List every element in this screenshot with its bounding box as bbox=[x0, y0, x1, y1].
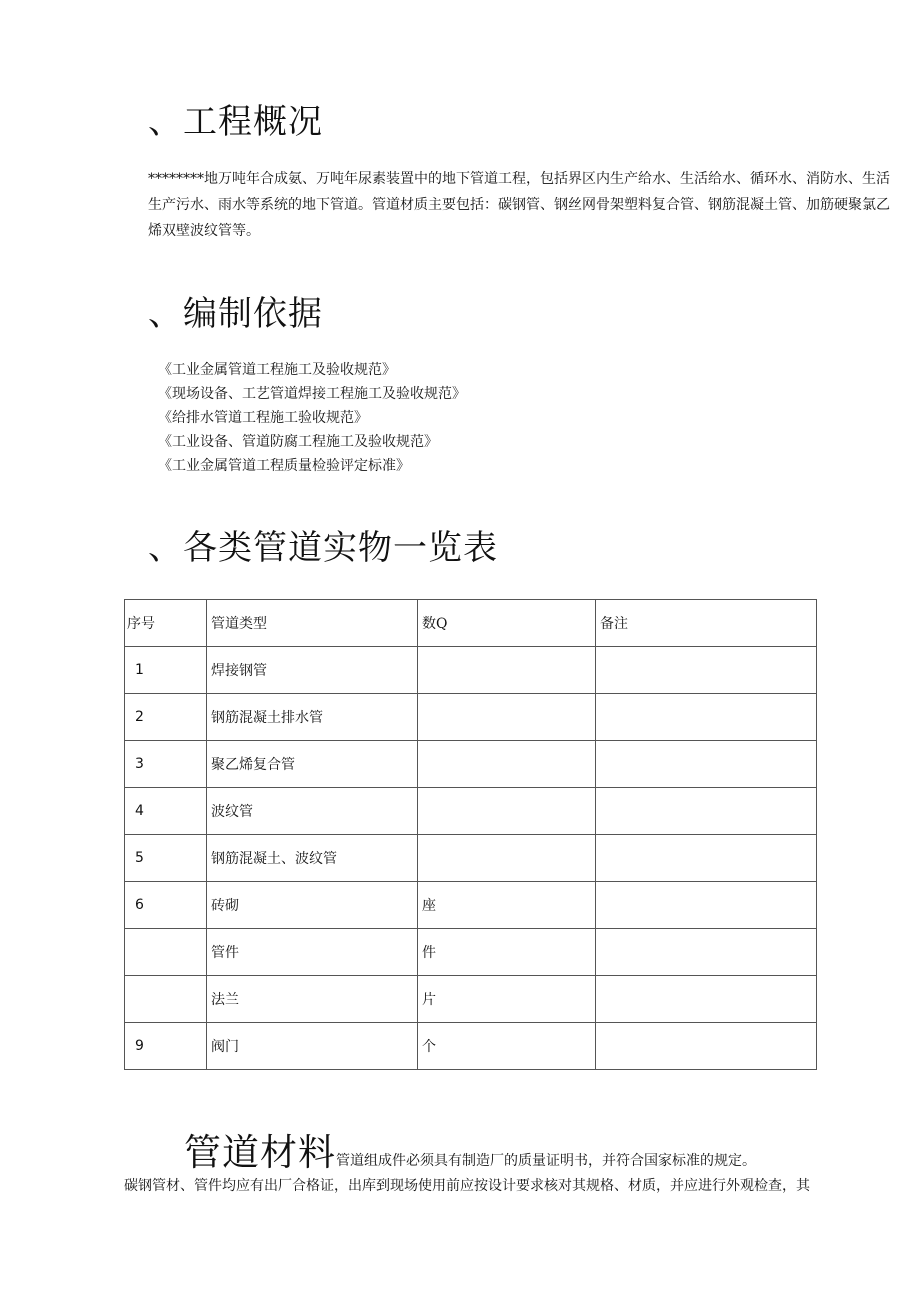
row-remark bbox=[596, 835, 817, 882]
row-index: 5 bbox=[125, 835, 207, 882]
row-type: 钢筋混凝土排水管 bbox=[207, 694, 418, 741]
table-row bbox=[125, 929, 817, 976]
row-quantity: 片 bbox=[418, 976, 596, 1023]
row-type: 砖砌 bbox=[207, 882, 418, 929]
row-index bbox=[125, 929, 207, 976]
row-remark bbox=[596, 929, 817, 976]
row-remark bbox=[596, 1023, 817, 1070]
reference-item: 《工业设备、管道防腐工程施工及验收规范》 bbox=[158, 434, 438, 450]
table-header-row bbox=[125, 600, 817, 647]
row-type: 阀门 bbox=[207, 1023, 418, 1070]
col-header-type: 管道类型 bbox=[207, 600, 418, 647]
row-remark bbox=[596, 788, 817, 835]
materials-heading: 管道材料 bbox=[184, 1131, 336, 1174]
row-index: 2 bbox=[125, 694, 207, 741]
row-quantity bbox=[418, 835, 596, 882]
materials-paragraph: 碳钢管材、管件均应有出厂合格证，出库到现场使用前应按设计要求核对其规格、材质，并应进行外观检查，其 bbox=[124, 1178, 810, 1194]
row-index: 4 bbox=[125, 788, 207, 835]
row-remark bbox=[596, 882, 817, 929]
row-remark bbox=[596, 976, 817, 1023]
row-index: 9 bbox=[125, 1023, 207, 1070]
row-remark bbox=[596, 694, 817, 741]
reference-list bbox=[158, 358, 466, 478]
row-quantity: 座 bbox=[418, 882, 596, 929]
table-row bbox=[125, 835, 817, 882]
table-row bbox=[125, 694, 817, 741]
row-type: 钢筋混凝土、波纹管 bbox=[207, 835, 418, 882]
pipe-inventory-table bbox=[124, 599, 817, 1070]
row-index bbox=[125, 976, 207, 1023]
reference-item: 《工业金属管道工程施工及验收规范》 bbox=[158, 362, 396, 378]
materials-line bbox=[184, 1122, 756, 1176]
table-row bbox=[125, 741, 817, 788]
basis-heading: 、编制依据 bbox=[148, 294, 323, 334]
col-header-quantity: 数Q bbox=[418, 600, 596, 647]
row-quantity: 件 bbox=[418, 929, 596, 976]
row-type: 管件 bbox=[207, 929, 418, 976]
row-remark bbox=[596, 741, 817, 788]
overview-paragraph: ********地万吨年合成氨、万吨年尿素装置中的地下管道工程，包括界区内生产给水、生活给水、循环水、消防水、生活生产污水、雨水等系统的地下管道。管道材质主要包括：碳钢管、钢丝网骨架塑料复合管、钢筋混凝土管、加筋硬聚氯乙烯双壁波纹管等。 bbox=[148, 171, 890, 239]
inventory-heading: 、各类管道实物一览表 bbox=[148, 528, 498, 568]
overview-heading: 、工程概况 bbox=[148, 102, 323, 142]
table-row bbox=[125, 882, 817, 929]
row-quantity bbox=[418, 694, 596, 741]
row-type: 焊接钢管 bbox=[207, 647, 418, 694]
row-remark bbox=[596, 647, 817, 694]
reference-item: 《现场设备、工艺管道焊接工程施工及验收规范》 bbox=[158, 386, 466, 402]
reference-item: 《工业金属管道工程质量检验评定标准》 bbox=[158, 458, 410, 474]
row-index: 3 bbox=[125, 741, 207, 788]
table-row bbox=[125, 788, 817, 835]
table-row bbox=[125, 647, 817, 694]
col-header-index: 序号 bbox=[125, 600, 207, 647]
table-row bbox=[125, 976, 817, 1023]
row-index: 1 bbox=[125, 647, 207, 694]
reference-item: 《给排水管道工程施工验收规范》 bbox=[158, 410, 368, 426]
row-quantity: 个 bbox=[418, 1023, 596, 1070]
row-type: 波纹管 bbox=[207, 788, 418, 835]
row-type: 法兰 bbox=[207, 976, 418, 1023]
materials-inline-text: 管道组成件必须具有制造厂的质量证明书，并符合国家标准的规定。 bbox=[336, 1153, 756, 1169]
row-quantity bbox=[418, 741, 596, 788]
table-row bbox=[125, 1023, 817, 1070]
row-quantity bbox=[418, 647, 596, 694]
row-quantity bbox=[418, 788, 596, 835]
row-index: 6 bbox=[125, 882, 207, 929]
col-header-remark: 备注 bbox=[596, 600, 817, 647]
row-type: 聚乙烯复合管 bbox=[207, 741, 418, 788]
